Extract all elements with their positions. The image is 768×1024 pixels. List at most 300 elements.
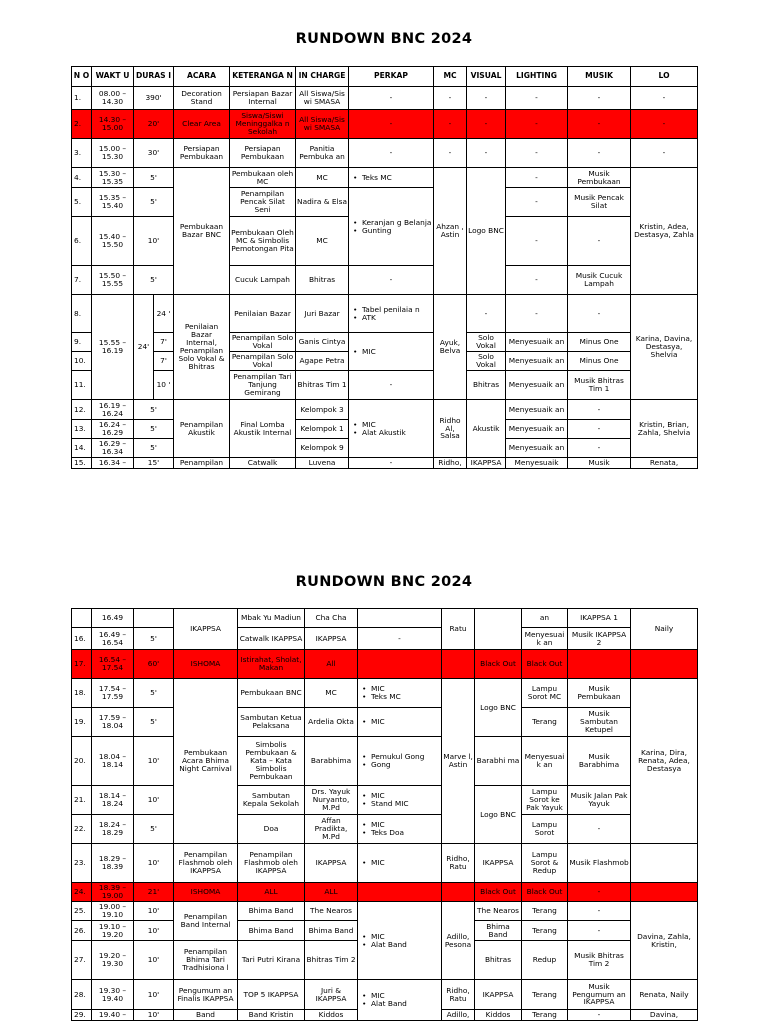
cell-visual: Logo BNC bbox=[467, 168, 506, 295]
cell-durasi: 10' bbox=[134, 786, 174, 815]
cell-lighting: Menyesuaik an bbox=[522, 737, 568, 786]
cell-keterangan: Doa bbox=[238, 815, 305, 844]
cell-acara: Penampilan Flashmob oleh IKAPPSA bbox=[174, 844, 238, 883]
cell-lo: Karina, Davina, Destasya, Shelvia bbox=[631, 295, 698, 400]
cell-durasi: 5' bbox=[134, 439, 174, 458]
cell-incharge: Ganis Cintya bbox=[296, 333, 349, 352]
cell-incharge: Panitia Pembuka an bbox=[296, 139, 349, 168]
page-title: RUNDOWN BNC 2024 bbox=[295, 574, 473, 590]
cell-lighting: Terang bbox=[522, 980, 568, 1010]
cell-lighting: - bbox=[506, 139, 568, 168]
cell-acara: Penilaian Bazar Internal, Penampilan Solo Vokal & Bhitras bbox=[174, 295, 230, 400]
cell-no: 1. bbox=[72, 87, 92, 110]
cell-lighting: Menyesuaik an bbox=[506, 333, 568, 352]
cell-no: 19. bbox=[72, 708, 92, 737]
cell-lo: Renata, bbox=[631, 458, 698, 469]
cell-waktu: 19.00 – 19.10 bbox=[92, 902, 134, 921]
cell-durasi: 10' bbox=[134, 921, 174, 941]
cell-no: 7. bbox=[72, 266, 92, 295]
cell-mc: - bbox=[434, 87, 467, 110]
cell-lo: Kristin, Brian, Zahla, Shelvia bbox=[631, 400, 698, 458]
cell-lo: Davina, bbox=[631, 1010, 698, 1021]
cell-lighting: - bbox=[506, 217, 568, 266]
cell-visual: Solo Vokal bbox=[467, 352, 506, 371]
cell-perkap bbox=[358, 844, 442, 883]
cell-no: 4. bbox=[72, 168, 92, 188]
cell-mc: Ayuk, Belva bbox=[434, 295, 467, 400]
cell-durasi: 21' bbox=[134, 883, 174, 902]
perkap-item: • Gunting bbox=[350, 227, 432, 235]
cell-lo: - bbox=[631, 87, 698, 110]
cell-lighting: - bbox=[506, 295, 568, 333]
cell-perkap: - bbox=[349, 371, 434, 400]
cell-lighting: Menyesuaik an bbox=[506, 400, 568, 420]
cell-waktu: 15.30 – 15.35 bbox=[92, 168, 134, 188]
cell-lighting: Menyesuaik an bbox=[522, 628, 568, 650]
cell-keterangan: Bhima Band bbox=[238, 902, 305, 921]
cell-mc: Ridho, bbox=[434, 458, 467, 469]
cell-waktu: 16.34 – bbox=[92, 458, 134, 469]
table-row bbox=[72, 295, 698, 333]
cell-waktu: 19.40 – bbox=[92, 1010, 134, 1021]
cell-keterangan: TOP 5 IKAPPSA bbox=[238, 980, 305, 1010]
cell-incharge: Agape Petra bbox=[296, 352, 349, 371]
perkap-item: • Gong bbox=[359, 761, 440, 769]
cell-lighting: - bbox=[506, 87, 568, 110]
cell-lighting: Menyesuaik an bbox=[506, 439, 568, 458]
cell-musik: Musik Pencak Silat bbox=[568, 188, 631, 217]
cell-musik: Musik Pengumum an IKAPPSA bbox=[568, 980, 631, 1010]
cell-keterangan: Pembukaan oleh MC bbox=[230, 168, 296, 188]
cell-incharge: Kelompok 1 bbox=[296, 420, 349, 439]
perkap-item: • Pemukul Gong bbox=[359, 753, 440, 761]
cell-lighting: Lampu Sorot bbox=[522, 815, 568, 844]
cell-incharge: The Nearos bbox=[305, 902, 358, 921]
cell-durasi: 10' bbox=[134, 217, 174, 266]
cell-durasi-sub: 24 ' bbox=[154, 295, 174, 333]
cell-musik: - bbox=[568, 921, 631, 941]
perkap-item: • Keranjan g Belanja bbox=[350, 219, 432, 227]
col-no-header: N O bbox=[72, 67, 92, 87]
cell-musik: - bbox=[568, 295, 631, 333]
cell-incharge: ALL bbox=[305, 883, 358, 902]
cell-lighting: - bbox=[506, 188, 568, 217]
cell-waktu: 18.24 – 18.29 bbox=[92, 815, 134, 844]
col-musik-header: MUSIK bbox=[568, 67, 631, 87]
cell-no: 20. bbox=[72, 737, 92, 786]
cell-incharge: MC bbox=[305, 679, 358, 708]
cell-incharge: Bhitras Tim 2 bbox=[305, 941, 358, 980]
cell-lo: Renata, Naily bbox=[631, 980, 698, 1010]
cell-visual: IKAPPSA bbox=[467, 458, 506, 469]
cell-musik: Musik bbox=[568, 458, 631, 469]
cell-musik: Musik Pembukaan bbox=[568, 679, 631, 708]
perkap-item: • Alat Band bbox=[359, 941, 440, 949]
cell-lighting: Menyesuaik an bbox=[506, 352, 568, 371]
cell-mc: Ridho Al, Salsa bbox=[434, 400, 467, 458]
rundown-table-2 bbox=[71, 608, 698, 1021]
cell-durasi: 5' bbox=[134, 266, 174, 295]
cell-perkap bbox=[358, 815, 442, 844]
cell-incharge: Barabhima bbox=[305, 737, 358, 786]
cell-waktu: 18.29 – 18.39 bbox=[92, 844, 134, 883]
cell-acara: Pembukaan Acara Bhima Night Carnival bbox=[174, 679, 238, 844]
cell-no: 15. bbox=[72, 458, 92, 469]
cell-lo bbox=[631, 650, 698, 679]
cell-lighting: - bbox=[506, 168, 568, 188]
cell-lo: Davina, Zahla, Kristin, bbox=[631, 902, 698, 980]
cell-keterangan: Cucuk Lampah bbox=[230, 266, 296, 295]
cell-perkap bbox=[358, 883, 442, 902]
cell-incharge: Kelompok 9 bbox=[296, 439, 349, 458]
cell-lighting: Terang bbox=[522, 921, 568, 941]
cell-incharge: All Siswa/Sis wi SMASA bbox=[296, 110, 349, 139]
cell-waktu: 16.54 – 17.54 bbox=[92, 650, 134, 679]
cell-mc: Ridho, Ratu bbox=[442, 980, 475, 1010]
cell-incharge: IKAPPSA bbox=[305, 844, 358, 883]
cell-lighting: an bbox=[522, 609, 568, 628]
perkap-item: • Teks MC bbox=[350, 174, 432, 182]
cell-durasi: 390' bbox=[134, 87, 174, 110]
cell-perkap: - bbox=[349, 139, 434, 168]
col-acara-header: ACARA bbox=[174, 67, 230, 87]
table-row bbox=[72, 628, 698, 650]
perkap-item: • Alat Akustik bbox=[350, 429, 432, 437]
cell-durasi: 15' bbox=[134, 458, 174, 469]
cell-lighting: Menyesuaik an bbox=[506, 371, 568, 400]
cell-visual: Logo BNC bbox=[475, 786, 522, 844]
cell-musik: Minus One bbox=[568, 333, 631, 352]
cell-no: 28. bbox=[72, 980, 92, 1010]
cell-perkap bbox=[358, 650, 442, 679]
cell-perkap bbox=[358, 609, 442, 628]
cell-perkap: - bbox=[349, 110, 434, 139]
cell-lighting: Terang bbox=[522, 1010, 568, 1021]
cell-no: 12. bbox=[72, 400, 92, 420]
cell-mc: Ratu bbox=[442, 609, 475, 650]
cell-keterangan: Persiapan Pembukaan bbox=[230, 139, 296, 168]
table-header bbox=[72, 67, 698, 87]
cell-no: 6. bbox=[72, 217, 92, 266]
cell-incharge: Kiddos bbox=[305, 1010, 358, 1021]
cell-no: 14. bbox=[72, 439, 92, 458]
table-row bbox=[72, 87, 698, 110]
cell-durasi-sub: 10 ' bbox=[154, 371, 174, 400]
cell-waktu: 15.50 – 15.55 bbox=[92, 266, 134, 295]
cell-musik: Musik Flashmob bbox=[568, 844, 631, 883]
cell-lighting: Black Out bbox=[522, 883, 568, 902]
cell-durasi: 5' bbox=[134, 400, 174, 420]
cell-waktu: 15.40 – 15.50 bbox=[92, 217, 134, 266]
cell-perkap: - bbox=[349, 266, 434, 295]
cell-durasi: 5' bbox=[134, 420, 174, 439]
cell-incharge: Ardelia Okta bbox=[305, 708, 358, 737]
cell-keterangan: Siswa/Siswi Meninggalka n Sekolah bbox=[230, 110, 296, 139]
cell-visual: - bbox=[467, 295, 506, 333]
cell-visual: IKAPPSA bbox=[475, 980, 522, 1010]
cell-waktu: 14.30 – 15.00 bbox=[92, 110, 134, 139]
cell-lighting: Lampu Sorot MC bbox=[522, 679, 568, 708]
cell-no: 27. bbox=[72, 941, 92, 980]
cell-durasi-sub: 7' bbox=[154, 352, 174, 371]
cell-keterangan: Sambutan Ketua Pelaksana bbox=[238, 708, 305, 737]
cell-visual: Black Out bbox=[475, 883, 522, 902]
cell-lo: Karina, Dira, Renata, Adea, Destasya bbox=[631, 679, 698, 844]
cell-incharge: Juri Bazar bbox=[296, 295, 349, 333]
col-keterangan-header: KETERANGA N bbox=[230, 67, 296, 87]
cell-no: 10. bbox=[72, 352, 92, 371]
perkap-item: • MIC bbox=[359, 792, 440, 800]
cell-visual: Bhitras bbox=[475, 941, 522, 980]
cell-incharge: Bhitras bbox=[296, 266, 349, 295]
cell-musik: - bbox=[568, 139, 631, 168]
cell-keterangan: Tari Putri Kirana bbox=[238, 941, 305, 980]
cell-keterangan: Persiapan Bazar Internal bbox=[230, 87, 296, 110]
cell-mc: Ahzan , Astin bbox=[434, 168, 467, 295]
cell-visual: Kiddos bbox=[475, 1010, 522, 1021]
cell-mc: - bbox=[434, 110, 467, 139]
cell-no: 16. bbox=[72, 628, 92, 650]
table-row-highlighted bbox=[72, 650, 698, 679]
cell-durasi: 10' bbox=[134, 844, 174, 883]
cell-no: 18. bbox=[72, 679, 92, 708]
cell-acara: Penampilan bbox=[174, 458, 230, 469]
cell-keterangan: Pembukaan BNC bbox=[238, 679, 305, 708]
perkap-item: • Stand MIC bbox=[359, 800, 440, 808]
cell-musik: Musik Cucuk Lampah bbox=[568, 266, 631, 295]
perkap-item: • MIC bbox=[359, 992, 440, 1000]
cell-musik: Musik Bhitras Tim 2 bbox=[568, 941, 631, 980]
cell-acara: Decoration Stand bbox=[174, 87, 230, 110]
cell-lighting: Terang bbox=[522, 902, 568, 921]
cell-waktu: 16.24 – 16.29 bbox=[92, 420, 134, 439]
table-row bbox=[72, 786, 698, 815]
cell-incharge: Affan Pradikta, M.Pd bbox=[305, 815, 358, 844]
cell-waktu: 19.30 – 19.40 bbox=[92, 980, 134, 1010]
table-row bbox=[72, 844, 698, 883]
cell-perkap: - bbox=[349, 87, 434, 110]
cell-acara: ISHOMA bbox=[174, 883, 238, 902]
cell-no: 9. bbox=[72, 333, 92, 352]
cell-incharge: Kelompok 3 bbox=[296, 400, 349, 420]
cell-no: 22. bbox=[72, 815, 92, 844]
cell-musik: - bbox=[568, 439, 631, 458]
table-row bbox=[72, 188, 698, 217]
cell-no: 13. bbox=[72, 420, 92, 439]
perkap-item: • MIC bbox=[359, 821, 440, 829]
col-durasi-header: DURAS I bbox=[134, 67, 174, 87]
cell-perkap bbox=[349, 295, 434, 333]
cell-waktu: 08.00 – 14.30 bbox=[92, 87, 134, 110]
cell-incharge: Luvena bbox=[296, 458, 349, 469]
cell-keterangan: Pembukaan Oleh MC & Simbolis Pemotongan Pita bbox=[230, 217, 296, 266]
cell-durasi: 5' bbox=[134, 679, 174, 708]
cell-visual: Bhima Band bbox=[475, 921, 522, 941]
cell-musik: Minus One bbox=[568, 352, 631, 371]
cell-incharge: All bbox=[305, 650, 358, 679]
cell-perkap bbox=[358, 786, 442, 815]
cell-waktu: 18.39 – 19.00 bbox=[92, 883, 134, 902]
cell-perkap bbox=[349, 400, 434, 458]
cell-keterangan: Catwalk IKAPPSA bbox=[238, 628, 305, 650]
cell-keterangan: Penampilan Solo Vokal bbox=[230, 333, 296, 352]
perkap-item: • MIC bbox=[350, 421, 432, 429]
table-row bbox=[72, 980, 698, 1010]
cell-lighting: Terang bbox=[522, 708, 568, 737]
cell-musik: Musik IKAPPSA 2 bbox=[568, 628, 631, 650]
cell-musik: - bbox=[568, 217, 631, 266]
cell-keterangan: Penilaian Bazar bbox=[230, 295, 296, 333]
cell-lighting: Menyesuaik an bbox=[506, 420, 568, 439]
table-row bbox=[72, 815, 698, 844]
table-row bbox=[72, 371, 698, 400]
cell-lighting: - bbox=[506, 266, 568, 295]
col-lighting-header: LIGHTING bbox=[506, 67, 568, 87]
cell-waktu: 17.54 – 17.59 bbox=[92, 679, 134, 708]
cell-incharge: Bhima Band bbox=[305, 921, 358, 941]
perkap-item: • MIC bbox=[359, 718, 440, 726]
cell-lighting: Menyesuaik bbox=[506, 458, 568, 469]
cell-no: 26. bbox=[72, 921, 92, 941]
cell-no: 5. bbox=[72, 188, 92, 217]
cell-durasi bbox=[134, 609, 174, 628]
cell-visual: Barabhi ma bbox=[475, 737, 522, 786]
cell-visual bbox=[475, 609, 522, 650]
cell-lo: Kristin, Adea, Destasya, Zahla bbox=[631, 168, 698, 295]
cell-durasi: 20' bbox=[134, 110, 174, 139]
cell-visual: - bbox=[467, 110, 506, 139]
cell-mc: Ridho, Ratu bbox=[442, 844, 475, 883]
cell-perkap bbox=[358, 708, 442, 737]
cell-acara: Band bbox=[174, 1010, 238, 1021]
table-row bbox=[72, 609, 698, 628]
cell-lighting: Redup bbox=[522, 941, 568, 980]
cell-acara: Pengumum an Finalis IKAPPSA bbox=[174, 980, 238, 1010]
perkap-item: • ATK bbox=[350, 314, 432, 322]
cell-waktu: 15.55 – 16.19 bbox=[92, 295, 134, 400]
cell-visual: Akustik bbox=[467, 400, 506, 458]
table-row bbox=[72, 139, 698, 168]
cell-durasi-sub: 7' bbox=[154, 333, 174, 352]
cell-acara: Penampilan Bhima Tari Tradhisiona l bbox=[174, 941, 238, 980]
cell-durasi: 24' bbox=[134, 295, 154, 400]
cell-durasi: 5' bbox=[134, 168, 174, 188]
cell-lo: Naily bbox=[631, 609, 698, 650]
perkap-item: • MIC bbox=[350, 348, 432, 356]
cell-musik bbox=[568, 650, 631, 679]
col-mc-header: MC bbox=[434, 67, 467, 87]
cell-acara: Penampilan Band Internal bbox=[174, 902, 238, 941]
cell-perkap bbox=[358, 679, 442, 708]
cell-no: 23. bbox=[72, 844, 92, 883]
table-row-highlighted bbox=[72, 110, 698, 139]
cell-perkap bbox=[358, 902, 442, 980]
cell-waktu: 16.19 – 16.24 bbox=[92, 400, 134, 420]
cell-waktu: 19.10 – 19.20 bbox=[92, 921, 134, 941]
cell-waktu: 15.00 – 15.30 bbox=[92, 139, 134, 168]
cell-waktu: 15.35 – 15.40 bbox=[92, 188, 134, 217]
cell-durasi: 5' bbox=[134, 628, 174, 650]
table-row bbox=[72, 333, 698, 352]
cell-musik: Musik Bhitras Tim 1 bbox=[568, 371, 631, 400]
cell-keterangan: Simbolis Pembukaan & Kata – Kata Simbolis Pembukaan bbox=[238, 737, 305, 786]
perkap-item: • Tabel penilaia n bbox=[350, 306, 432, 314]
cell-musik: Musik Barabhima bbox=[568, 737, 631, 786]
cell-waktu: 16.49 – 16.54 bbox=[92, 628, 134, 650]
cell-waktu: 18.14 – 18.24 bbox=[92, 786, 134, 815]
cell-acara: Clear Area bbox=[174, 110, 230, 139]
cell-keterangan: Penampilan Flashmob oleh IKAPPSA bbox=[238, 844, 305, 883]
table-row bbox=[72, 168, 698, 188]
cell-visual: - bbox=[467, 87, 506, 110]
cell-incharge: Cha Cha bbox=[305, 609, 358, 628]
cell-incharge: Nadira & Elsa bbox=[296, 188, 349, 217]
cell-keterangan: Penampilan Pencak Silat Seni bbox=[230, 188, 296, 217]
perkap-item: • Teks MC bbox=[359, 693, 440, 701]
perkap-item: • Teks Doa bbox=[359, 829, 440, 837]
cell-lo: - bbox=[631, 110, 698, 139]
cell-musik: - bbox=[568, 1010, 631, 1021]
cell-acara: Persiapan Pembukaan bbox=[174, 139, 230, 168]
table-row bbox=[72, 400, 698, 420]
cell-incharge: All Siswa/Sis wi SMASA bbox=[296, 87, 349, 110]
cell-musik: Musik Sambutan Ketupel bbox=[568, 708, 631, 737]
cell-musik: - bbox=[568, 815, 631, 844]
col-waktu-header: WAKT U bbox=[92, 67, 134, 87]
cell-incharge: MC bbox=[296, 217, 349, 266]
cell-musik: - bbox=[568, 883, 631, 902]
perkap-item: • Alat Band bbox=[359, 1000, 440, 1008]
cell-keterangan: Sambutan Kepala Sekolah bbox=[238, 786, 305, 815]
cell-acara: Penampilan Akustik bbox=[174, 400, 230, 458]
cell-waktu: 16.29 – 16.34 bbox=[92, 439, 134, 458]
cell-no: 8. bbox=[72, 295, 92, 333]
perkap-item: • MIC bbox=[359, 933, 440, 941]
cell-musik: - bbox=[568, 110, 631, 139]
table-row bbox=[72, 266, 698, 295]
col-visual-header: VISUAL bbox=[467, 67, 506, 87]
cell-durasi: 60' bbox=[134, 650, 174, 679]
cell-lighting: Black Out bbox=[522, 650, 568, 679]
cell-keterangan: Istirahat, Sholat, Makan bbox=[238, 650, 305, 679]
page-title: RUNDOWN BNC 2024 bbox=[295, 31, 473, 47]
table-row-highlighted bbox=[72, 883, 698, 902]
cell-visual: - bbox=[467, 139, 506, 168]
cell-waktu: 16.49 bbox=[92, 609, 134, 628]
cell-durasi: 10' bbox=[134, 737, 174, 786]
cell-keterangan: Final Lomba Akustik Internal bbox=[230, 400, 296, 458]
cell-no: 21. bbox=[72, 786, 92, 815]
cell-keterangan: Catwalk bbox=[230, 458, 296, 469]
cell-no: 3. bbox=[72, 139, 92, 168]
col-perkap-header: PERKAP bbox=[349, 67, 434, 87]
cell-durasi: 30' bbox=[134, 139, 174, 168]
cell-lo: - bbox=[631, 139, 698, 168]
perkap-item: • MIC bbox=[359, 685, 440, 693]
cell-mc bbox=[442, 650, 475, 679]
cell-waktu: 19.20 – 19.30 bbox=[92, 941, 134, 980]
cell-keterangan: Band Kristin bbox=[238, 1010, 305, 1021]
cell-keterangan: ALL bbox=[238, 883, 305, 902]
cell-lighting: - bbox=[506, 110, 568, 139]
cell-perkap bbox=[358, 980, 442, 1021]
cell-durasi: 10' bbox=[134, 1010, 174, 1021]
cell-perkap bbox=[358, 737, 442, 786]
cell-no: 24. bbox=[72, 883, 92, 902]
cell-no: 25. bbox=[72, 902, 92, 921]
cell-durasi: 10' bbox=[134, 941, 174, 980]
cell-incharge: IKAPPSA bbox=[305, 628, 358, 650]
